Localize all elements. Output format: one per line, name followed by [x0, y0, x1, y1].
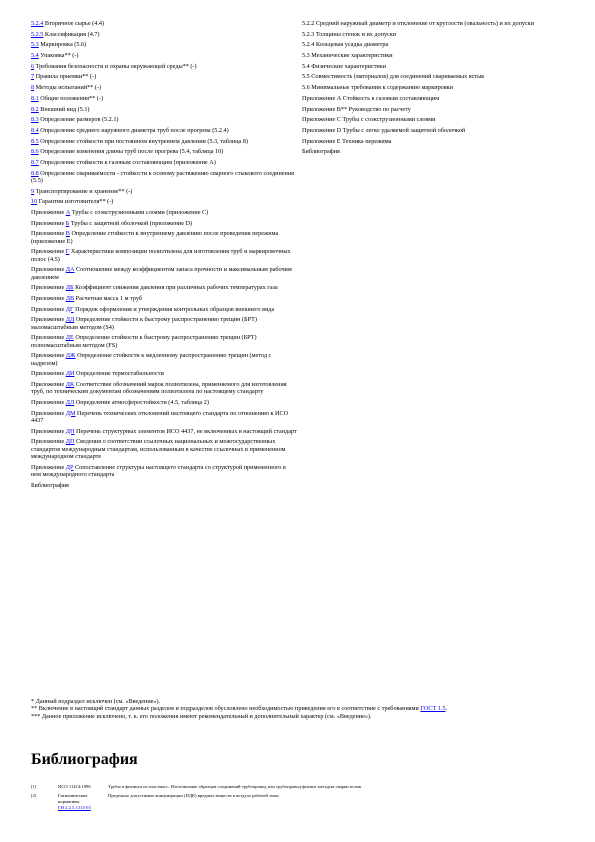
toc-left-item: [31, 116, 297, 123]
toc-item-prefix: Приложение: [31, 266, 66, 274]
toc-left-item: [31, 220, 297, 227]
toc-item-link[interactable]: ДИ: [65, 370, 75, 378]
toc-item-link[interactable]: ДП: [65, 438, 75, 446]
toc-right-item: 5.2.4 Кольцевая усадка диаметра: [302, 41, 389, 49]
toc-left-item: [31, 52, 297, 59]
toc-item-prefix: Приложение: [31, 399, 66, 406]
toc-right-item: Приложение D Трубы с легко удаляемой защитной оболочкой: [302, 126, 466, 134]
toc-item-text: Определение термостабильности: [74, 370, 164, 378]
toc-item-link[interactable]: 8.5: [31, 137, 39, 145]
toc-item-text: Определение размеров (5.2.1): [38, 116, 119, 124]
toc-item-text: Трубы с соэкструзионными слоями (приложение С): [70, 208, 209, 216]
toc-item-link[interactable]: 8.8: [31, 169, 39, 177]
toc-left-item: [31, 381, 297, 396]
toc-item-text: Перечень структурных элементов ИСО 4437, не включенных в настоящий стандарт: [74, 427, 297, 435]
toc-left-item: [31, 316, 297, 331]
toc-item-link[interactable]: 8.3: [31, 116, 39, 124]
toc-item-link[interactable]: ДК: [65, 381, 75, 389]
toc-left-item: [31, 159, 297, 166]
toc-item-text: Методы испытаний** (-): [34, 84, 102, 92]
bib-entry-number: [2]: [31, 793, 37, 798]
toc-left-item: [31, 464, 297, 479]
toc-item-link[interactable]: 5.3: [31, 41, 39, 49]
bibliography-list: [31, 784, 571, 814]
toc-item-link[interactable]: ДН: [65, 427, 75, 435]
toc-item-link[interactable]: 10: [31, 198, 38, 206]
toc-item-text: Определение изменения длины труб после прогрева (5.4, таблица 10): [38, 148, 224, 156]
toc-left-item: [31, 209, 297, 216]
toc-right-item: 5.3 Механические характеристики: [302, 52, 393, 60]
toc-item-text: Определение атмосферостойкости (4.5, таблица 2): [74, 399, 209, 406]
toc-right-column: [302, 20, 557, 492]
toc-left-item: [31, 148, 297, 155]
toc-item-prefix: Приложение: [31, 295, 66, 302]
toc-item-text: Библиография: [31, 481, 69, 489]
toc-left-item: [31, 230, 297, 245]
toc-left-item: [31, 284, 297, 291]
toc-left-column: [31, 20, 297, 492]
toc-item-text: Порядок оформления и утверждения контрольных образцов внешнего вида: [73, 305, 275, 313]
toc-left-item: [31, 31, 297, 38]
toc-item-text: Вторичное сырье (4.4): [43, 20, 105, 27]
toc-left-item: [31, 266, 297, 281]
toc-item-text: Маркировка (5.6): [38, 41, 87, 49]
toc-item-prefix: Приложение: [31, 352, 66, 360]
toc-item-text: Сведения о соответствии ссылочных национальных и межгосударственных стандартов международным стандартам, использованным в качестве ссылочных в примененном международном стандарте: [31, 438, 286, 460]
toc-left-item: [31, 198, 297, 205]
toc-item-text: Определение стойкости к газовым составляющим (приложение A): [38, 158, 216, 166]
toc-left-item: [31, 482, 297, 489]
toc-item-text: Определение стойкости к быстрому распространению трещин (БРТ) маломасштабным методом (S4): [31, 316, 257, 331]
toc-item-link[interactable]: 5.2.5: [31, 30, 44, 38]
toc-item-text: Перечень технических отклонений настоящего стандарта по отношению к ИСО 4437: [31, 409, 289, 424]
toc-item-text: Классификация (4.7): [43, 30, 100, 38]
toc-item-link[interactable]: Б: [65, 219, 70, 227]
toc-left-item: [31, 20, 297, 27]
toc-item-link[interactable]: 8.7: [31, 158, 39, 166]
toc-item-link[interactable]: ДЛ: [65, 399, 75, 406]
toc-item-text: Определение стойкости к медленному распространению трещин (метод с надрезом): [31, 352, 272, 367]
toc-left-item: [31, 248, 297, 263]
toc-item-text: Трубы с защитной оболочкой (приложение D): [69, 219, 193, 227]
toc-item-prefix: Приложение: [31, 284, 66, 292]
toc-left-item: [31, 334, 297, 349]
toc-item-link[interactable]: 6: [31, 62, 35, 70]
toc-item-prefix: Приложение: [31, 208, 66, 216]
toc-item-link[interactable]: 8.2: [31, 105, 39, 113]
toc-right-item: 5.2.3 Толщины стенок и их допуски: [302, 30, 397, 38]
toc-left-item: [31, 295, 297, 302]
toc-left-item: [31, 73, 297, 80]
toc-item-link[interactable]: 5.4: [31, 52, 39, 60]
toc-item-text: Коэффициент снижения давления при различных рабочих температурах газа: [73, 284, 278, 292]
toc-item-link[interactable]: ДМ: [65, 409, 76, 417]
toc-item-prefix: Приложение: [31, 230, 66, 238]
toc-item-link[interactable]: ДА: [65, 266, 75, 274]
toc-item-link[interactable]: ДЕ: [65, 334, 74, 342]
footnote-1: * Данный подраздел исключен (см. «Введение»).: [31, 698, 161, 705]
toc-item-text: Гарантии изготовителя** (-): [37, 198, 114, 206]
toc-item-link[interactable]: 7: [31, 73, 35, 81]
toc-left-item: [31, 399, 297, 406]
toc-item-link[interactable]: 8.6: [31, 148, 39, 156]
bib-entry-number: [1]: [31, 784, 37, 789]
footnotes: [31, 698, 571, 720]
toc-item-prefix: Приложение: [31, 334, 66, 342]
toc-item-prefix: Приложение: [31, 381, 66, 389]
bib-entry: [31, 784, 571, 790]
bib-entry: [31, 793, 571, 811]
toc-item-text: Упаковка** (-): [38, 52, 79, 60]
toc-item-link[interactable]: 5.2.4: [31, 20, 44, 27]
table-of-contents: [31, 20, 571, 492]
toc-left-item: [31, 188, 297, 195]
toc-item-link[interactable]: ДД: [65, 316, 75, 324]
bibliography-heading: Библиография: [31, 751, 138, 768]
toc-left-item: [31, 127, 297, 134]
toc-item-link[interactable]: ДЖ: [65, 352, 76, 360]
toc-item-prefix: Приложение: [31, 305, 66, 313]
toc-item-text: Расчетная масса 1 м труб: [74, 295, 143, 302]
toc-item-text: Транспортирование и хранение** (-): [34, 187, 133, 195]
toc-item-link[interactable]: А: [65, 208, 71, 216]
toc-item-prefix: Приложение: [31, 316, 66, 324]
toc-item-prefix: Приложение: [31, 427, 66, 435]
bib-entry-text: Предельно допустимые концентрации (ПДК) вредных веществ в воздухе рабочей зоны: [108, 793, 279, 798]
toc-item-text: Соответствие обозначений марок полиэтилена, применяемого для изготовления труб, по техническим документам обозначениям полиэтилена по настоящему стандарту: [31, 381, 287, 396]
toc-item-link[interactable]: 9: [31, 187, 35, 195]
toc-item-text: Общие положения** (-): [38, 94, 103, 102]
toc-item-text: Определение среднего наружного диаметра труб после прогрева (5.2.4): [38, 126, 229, 134]
toc-item-text: Сопоставление структуры настоящего стандарта со структурой примененного в нем международного стандарта: [31, 463, 286, 478]
toc-item-text: Определение свариваемости - стойкости к осевому растяжению сварного стыкового соединения (5.5): [31, 169, 295, 184]
bib-entry-id: ИСО 11414:1996: [58, 784, 91, 789]
toc-left-item: [31, 428, 297, 435]
toc-item-text: Соотношение между коэффициентом запаса прочности и максимальным рабочим давлением: [31, 266, 292, 281]
toc-left-item: [31, 41, 297, 48]
toc-item-link[interactable]: 8: [31, 84, 35, 92]
toc-item-link[interactable]: ДБ: [65, 284, 74, 292]
toc-left-item: [31, 84, 297, 91]
toc-item-text: Правила приемки** (-): [34, 73, 97, 81]
toc-item-prefix: Приложение: [31, 438, 66, 446]
toc-item-text: Внешний вид (5.1): [38, 105, 90, 113]
toc-right-item: 5.4 Физические характеристики: [302, 62, 387, 70]
toc-item-prefix: Приложение: [31, 409, 66, 417]
toc-item-link[interactable]: 8.1: [31, 94, 39, 102]
toc-item-text: Характеристики композиции полиэтилена для изготовления труб и маркировочных полос (4.5): [31, 248, 291, 263]
toc-left-item: [31, 306, 297, 313]
toc-left-item: [31, 410, 297, 425]
bib-entry-id: Гигиенические нормативы: [58, 793, 88, 804]
toc-item-prefix: Приложение: [31, 370, 66, 378]
toc-right-item: Приложение С Трубы с соэкструзионными слоями: [302, 116, 436, 124]
toc-right-item: 5.6 Минимальные требования к содержанию маркировки: [302, 84, 453, 92]
toc-item-text: Определение стойкости при постоянном внутреннем давлении (5.3, таблица 8): [38, 137, 248, 145]
gost-link[interactable]: ГОСТ 1.5: [420, 705, 446, 713]
toc-left-item: [31, 95, 297, 102]
toc-item-link[interactable]: ДВ: [65, 295, 75, 302]
toc-left-item: [31, 352, 297, 367]
toc-left-item: [31, 438, 297, 460]
toc-left-item: [31, 138, 297, 145]
toc-right-item: 5.2.2 Средний наружный диаметр и отклонение от круглости (овальность) и их допуски: [302, 20, 535, 27]
toc-left-item: [31, 106, 297, 113]
toc-item-link[interactable]: 8.4: [31, 126, 39, 134]
toc-item-text: Определение стойкости к быстрому распространению трещин (БРТ) полномасштабным методом (FS): [31, 334, 257, 349]
toc-left-item: [31, 63, 297, 70]
toc-item-text: Определение стойкости к внутреннему давлению после проведения пережима (приложение Е): [31, 230, 279, 245]
toc-item-link[interactable]: ДР: [65, 463, 74, 471]
toc-item-link[interactable]: ДГ: [65, 305, 74, 313]
toc-right-item: 5.5 Совместимость (материалов) для соединений свариваемых встык: [302, 73, 485, 81]
toc-item-text: Требования безопасности и охраны окружающей среды** (-): [34, 62, 197, 70]
toc-right-item: Приложение Е Техника пережима: [302, 137, 392, 145]
toc-item-link[interactable]: Г: [65, 248, 70, 256]
toc-item-prefix: Приложение: [31, 248, 66, 256]
toc-left-item: [31, 170, 297, 185]
toc-right-item: Приложение А Стойкость к газовым составляющим: [302, 94, 440, 102]
toc-left-item: [31, 370, 297, 377]
toc-right-item: Библиография: [302, 148, 340, 156]
bib-entry-link[interactable]: ГН 2.2.5.1313-03: [58, 805, 91, 810]
toc-right-item: Приложение В** Руководство по расчету: [302, 105, 411, 113]
footnote-3: *** Данное приложение исключено, т. к. его положения имеют рекомендательный и дополнительный характер (см. «Введение»).: [31, 712, 372, 720]
toc-item-prefix: Приложение: [31, 219, 66, 227]
toc-item-link[interactable]: В: [65, 230, 70, 238]
footnote-2: ** Включение в настоящий стандарт данных разделов и подразделов обусловлено необходимостью приведения его в соответствие с требованиями ГОСТ 1.5.: [31, 705, 448, 713]
bib-entry-text: Трубы и фитинги из пластмасс. Изготовление образцов соединений трубопровод или трубопровод-фитинг методом сварки встык: [108, 784, 362, 789]
toc-item-prefix: Приложение: [31, 463, 66, 471]
